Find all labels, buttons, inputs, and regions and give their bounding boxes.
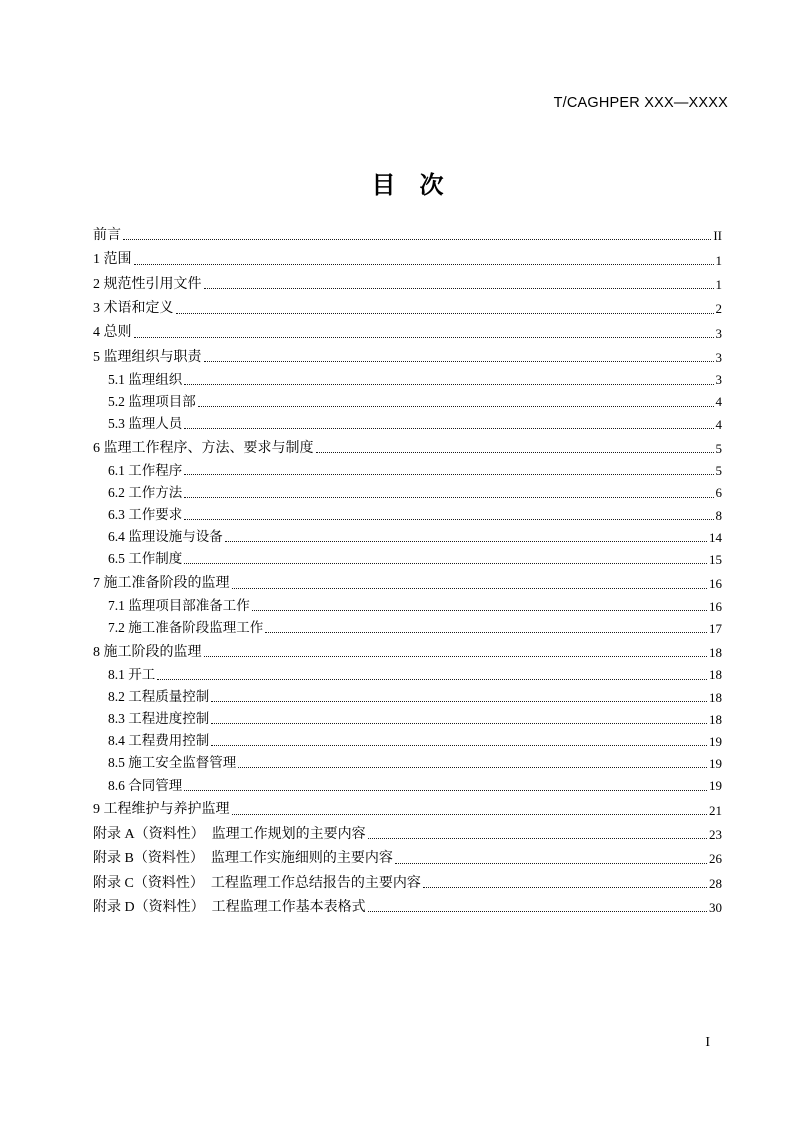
dot-leader <box>184 519 713 520</box>
dot-leader <box>252 610 707 611</box>
toc-entry-label: 5 监理组织与职责 <box>93 349 202 365</box>
toc-entry-label: 前言 <box>93 227 121 243</box>
dot-leader <box>134 337 714 338</box>
toc-entry-label: 7 施工准备阶段的监理 <box>93 576 230 592</box>
toc-entry-page: 16 <box>709 576 722 592</box>
table-of-contents <box>93 220 722 916</box>
dot-leader <box>232 814 708 815</box>
dot-leader <box>204 361 714 362</box>
toc-entry[interactable] <box>93 892 722 916</box>
toc-entry-label: 附录 D（资料性） 工程监理工作基本表格式 <box>93 899 366 915</box>
toc-entry-label: 6.5 工作制度 <box>108 551 183 567</box>
toc-entry[interactable] <box>93 706 722 728</box>
toc-entry-page: 26 <box>709 851 722 867</box>
toc-entry-label: 6.3 工作要求 <box>108 506 183 522</box>
toc-entry-label: 6.2 工作方法 <box>108 484 183 500</box>
dot-leader <box>134 264 714 265</box>
toc-entry-page: 5 <box>715 441 722 457</box>
toc-entry-label: 5.2 监理项目部 <box>108 393 196 409</box>
toc-entry[interactable] <box>93 293 722 317</box>
toc-entry-label: 9 工程维护与养护监理 <box>93 802 230 818</box>
dot-leader <box>157 679 707 680</box>
toc-entry-page: 14 <box>709 529 722 545</box>
toc-entry-page: 1 <box>715 252 722 268</box>
toc-entry-page: 19 <box>709 778 722 794</box>
toc-entry-page: 30 <box>709 900 722 916</box>
dot-leader <box>204 288 714 289</box>
toc-entry[interactable] <box>93 750 722 772</box>
toc-entry-page: 15 <box>709 551 722 567</box>
toc-entry[interactable] <box>93 502 722 524</box>
toc-entry[interactable] <box>93 411 722 433</box>
toc-entry-label: 5.3 监理人员 <box>108 416 183 432</box>
toc-entry-page: 3 <box>715 325 722 341</box>
toc-entry-label: 7.1 监理项目部准备工作 <box>108 597 250 613</box>
toc-entry[interactable] <box>93 342 722 366</box>
toc-entry-label: 8.4 工程费用控制 <box>108 733 210 749</box>
toc-entry-page: 6 <box>715 485 722 501</box>
dot-leader <box>265 632 707 633</box>
dot-leader <box>232 588 708 589</box>
dot-leader <box>184 790 707 791</box>
toc-entry[interactable] <box>93 389 722 411</box>
dot-leader <box>123 239 711 240</box>
dot-leader <box>238 767 707 768</box>
toc-entry-label: 8.6 合同管理 <box>108 777 183 793</box>
toc-entry[interactable] <box>93 568 722 592</box>
toc-entry-page: 19 <box>709 756 722 772</box>
dot-leader <box>368 838 707 839</box>
dot-leader <box>184 474 713 475</box>
toc-entry[interactable] <box>93 524 722 546</box>
toc-entry-page: 23 <box>709 827 722 843</box>
dot-leader <box>198 406 714 407</box>
toc-entry-page: 5 <box>715 463 722 479</box>
toc-entry[interactable] <box>93 457 722 479</box>
toc-entry-label: 8.1 开工 <box>108 666 156 682</box>
toc-entry[interactable] <box>93 433 722 457</box>
toc-entry-label: 6.1 工作程序 <box>108 462 183 478</box>
toc-entry[interactable] <box>93 728 722 750</box>
toc-entry[interactable] <box>93 772 722 794</box>
toc-entry-page: 3 <box>715 350 722 366</box>
dot-leader <box>211 701 707 702</box>
toc-entry-page: 8 <box>715 507 722 523</box>
toc-entry-page: 28 <box>709 875 722 891</box>
toc-entry[interactable] <box>93 843 722 867</box>
toc-entry[interactable] <box>93 615 722 637</box>
toc-entry[interactable] <box>93 546 722 568</box>
toc-entry-page: 4 <box>715 416 722 432</box>
dot-leader <box>395 863 707 864</box>
toc-entry-page: 18 <box>709 689 722 705</box>
toc-entry-page: 3 <box>715 372 722 388</box>
toc-entry-page: 18 <box>709 711 722 727</box>
toc-entry-page: 19 <box>709 733 722 749</box>
dot-leader <box>211 745 707 746</box>
toc-entry[interactable] <box>93 479 722 501</box>
dot-leader <box>184 428 713 429</box>
dot-leader <box>368 911 707 912</box>
toc-entry-page: 2 <box>715 301 722 317</box>
toc-entry-label: 6.4 监理设施与设备 <box>108 529 223 545</box>
toc-entry[interactable] <box>93 366 722 388</box>
dot-leader <box>184 384 713 385</box>
dot-leader <box>225 541 707 542</box>
toc-entry-label: 3 术语和定义 <box>93 301 174 317</box>
toc-entry-page: 18 <box>709 645 722 661</box>
toc-entry[interactable] <box>93 269 722 293</box>
toc-entry[interactable] <box>93 220 722 244</box>
toc-entry-label: 8.5 施工安全监督管理 <box>108 755 237 771</box>
toc-entry[interactable] <box>93 593 722 615</box>
toc-entry[interactable] <box>93 819 722 843</box>
dot-leader <box>176 313 714 314</box>
toc-entry[interactable] <box>93 244 722 268</box>
dot-leader <box>184 563 707 564</box>
toc-entry[interactable] <box>93 318 722 342</box>
toc-entry-label: 7.2 施工准备阶段监理工作 <box>108 620 264 636</box>
toc-entry-page: 4 <box>715 394 722 410</box>
dot-leader <box>184 497 713 498</box>
toc-entry-page: II <box>713 228 722 244</box>
toc-entry-label: 附录 B（资料性） 监理工作实施细则的主要内容 <box>93 851 393 867</box>
toc-entry-label: 2 规范性引用文件 <box>93 276 202 292</box>
toc-entry-label: 4 总则 <box>93 325 132 341</box>
footer-page-number: I <box>705 1035 710 1050</box>
toc-entry-label: 附录 C（资料性） 工程监理工作总结报告的主要内容 <box>93 875 421 891</box>
toc-entry-label: 附录 A（资料性） 监理工作规划的主要内容 <box>93 826 366 842</box>
toc-entry[interactable] <box>93 795 722 819</box>
dot-leader <box>204 656 708 657</box>
toc-page-title: 目 次 <box>371 172 444 199</box>
toc-entry[interactable] <box>93 684 722 706</box>
dot-leader <box>316 452 714 453</box>
toc-entry[interactable] <box>93 637 722 661</box>
toc-entry-label: 6 监理工作程序、方法、要求与制度 <box>93 440 314 456</box>
dot-leader <box>423 887 707 888</box>
toc-entry-page: 17 <box>709 620 722 636</box>
toc-entry-label: 8 施工阶段的监理 <box>93 644 202 660</box>
toc-entry[interactable] <box>93 868 722 892</box>
dot-leader <box>211 723 707 724</box>
document-standard-number: T/CAGHPER XXX—XXXX <box>553 95 728 111</box>
toc-entry[interactable] <box>93 661 722 683</box>
toc-entry-page: 1 <box>715 276 722 292</box>
toc-entry-page: 18 <box>709 667 722 683</box>
toc-entry-page: 16 <box>709 598 722 614</box>
toc-entry-label: 5.1 监理组织 <box>108 371 183 387</box>
toc-entry-label: 1 范围 <box>93 252 132 268</box>
toc-entry-label: 8.2 工程质量控制 <box>108 688 210 704</box>
toc-entry-page: 21 <box>709 802 722 818</box>
toc-entry-label: 8.3 工程进度控制 <box>108 711 210 727</box>
